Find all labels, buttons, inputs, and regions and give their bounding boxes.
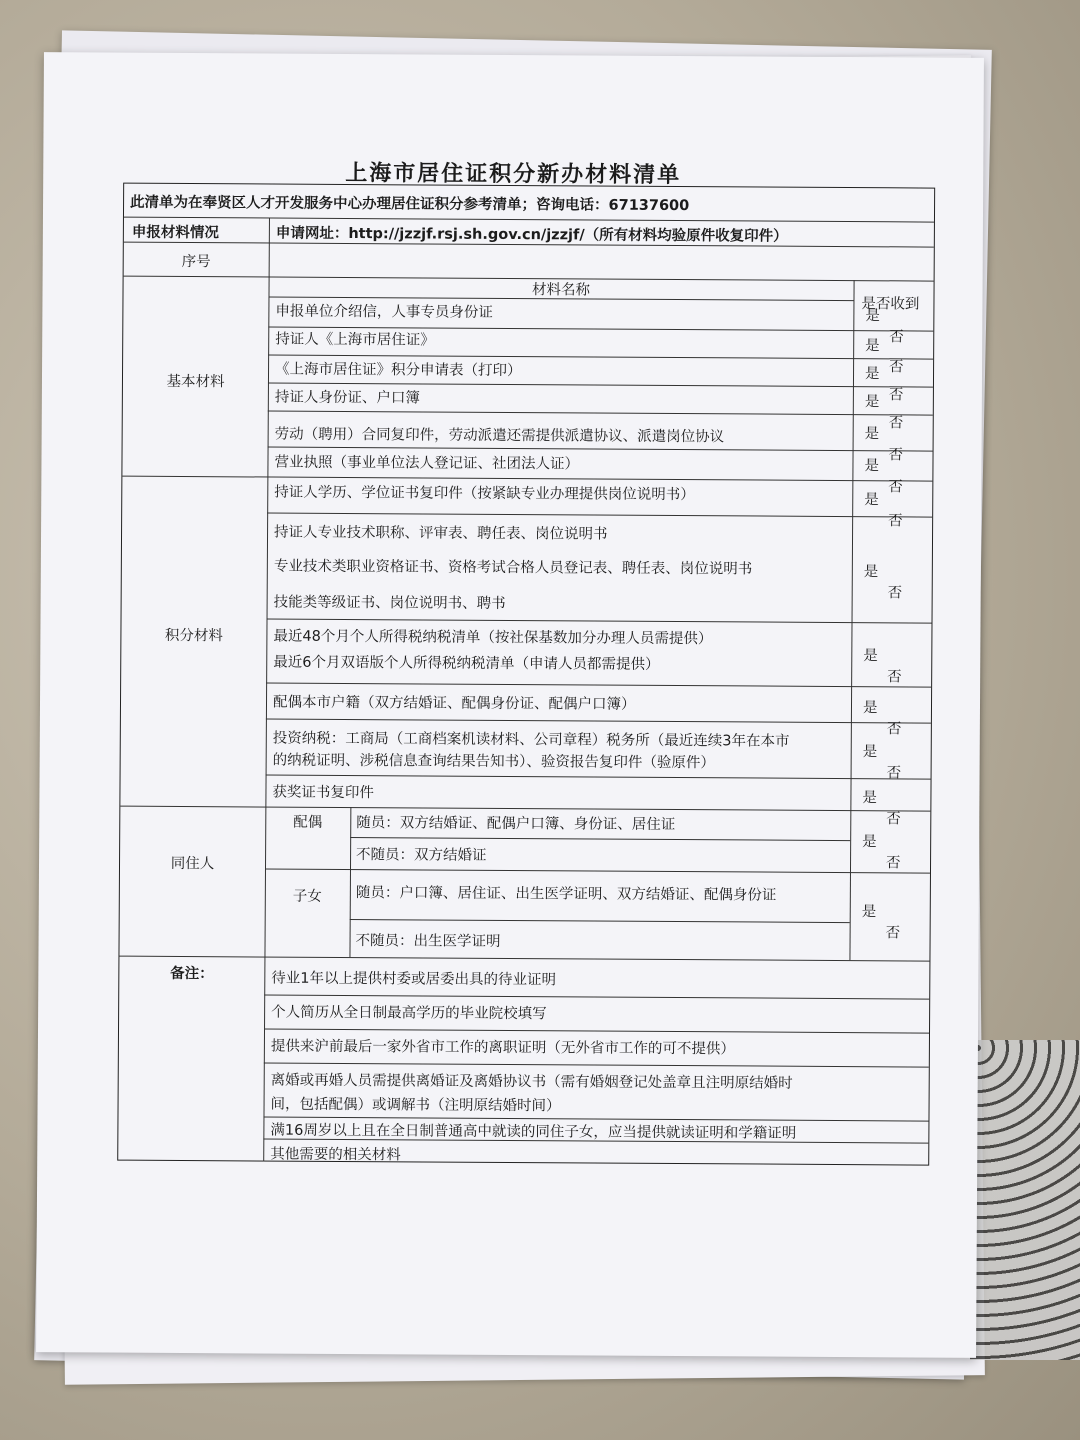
col-apply-header: 申报材料情况 <box>131 224 219 242</box>
cohab-item: 随员：双方结婚证、配偶户口簿、身份证、居住证 <box>356 815 676 834</box>
col-name-header: 材料名称 <box>531 282 591 299</box>
points-item: 持证人学历、学位证书复印件（按紧缺专业办理提供岗位说明书） <box>274 484 695 504</box>
col-received-header: 是否收到 <box>861 296 920 313</box>
remark-item: 满16周岁以上且在全日制普通高中就读的同住子女，应当提供就读证明和学籍证明 <box>270 1122 797 1142</box>
yes-no-mark: 是否 <box>865 308 904 346</box>
remark-item: 提供来沪前最后一家外省市工作的离职证明（无外省市工作的可不提供） <box>270 1038 735 1058</box>
materials-table <box>117 183 935 1166</box>
yes-no-mark: 是否 <box>864 458 903 496</box>
yes-no-mark: 是否 <box>864 394 904 432</box>
points-item: 配偶本市户籍（双方结婚证、配偶身份证、配偶户口簿） <box>272 694 636 713</box>
basic-item: 持证人《上海市居住证》 <box>275 331 435 349</box>
section-points: 积分材料 <box>164 627 223 645</box>
yes-no-mark: 是否 <box>862 700 902 738</box>
remark-item: 个人简历从全日制最高学历的毕业院校填写 <box>271 1004 547 1023</box>
document-title: 上海市居住证积分新办材料清单 <box>345 160 682 189</box>
points-item: 最近6个月双语版个人所得税纳税清单（申请人员都需提供） <box>273 654 660 673</box>
points-item: 专业技术类职业资格证书、资格考试合格人员登记表、聘任表、岗位说明书 <box>273 558 753 578</box>
document-sheet <box>36 52 984 1358</box>
yes-no-mark: 是否 <box>863 648 902 686</box>
apply-url: 申请网址：http://jzzjf.rsj.sh.gov.cn/jzzjf/（所有材料均验原件收复印件） <box>275 225 788 245</box>
metal-chair-mesh <box>970 1040 1080 1360</box>
section-spouse: 配偶 <box>293 814 323 831</box>
basic-item: 营业执照（事业单位法人登记证、社团法人证） <box>274 454 580 473</box>
points-item: 获奖证书复印件 <box>272 784 375 802</box>
section-remarks: 备注： <box>170 965 214 983</box>
basic-item: 《上海市居住证》积分申请表（打印） <box>274 361 522 380</box>
yes-no-mark: 是否 <box>864 492 903 530</box>
yes-no-mark: 是否 <box>864 426 904 464</box>
yes-no-mark: 是否 <box>864 366 904 404</box>
yes-no-mark: 是否 <box>863 564 903 602</box>
points-item: 投资纳税：工商局（工商档案机读材料、公司章程）税务所（最近连续3年在本市 <box>272 730 790 750</box>
yes-no-mark: 是否 <box>861 904 901 942</box>
remark-item: 其他需要的相关材料 <box>270 1146 401 1164</box>
col-no-header: 序号 <box>181 253 211 271</box>
cohab-item: 随员：户口簿、居住证、出生医学证明、双方结婚证、配偶身份证 <box>355 885 777 904</box>
section-child: 子女 <box>292 888 322 905</box>
remark-item: 间，包括配偶）或调解书（注明原结婚时间） <box>270 1096 561 1115</box>
yes-no-mark: 是否 <box>862 790 901 828</box>
points-item: 持证人专业技术职称、评审表、聘任表、岗位说明书 <box>274 524 608 543</box>
basic-item: 持证人身份证、户口簿 <box>274 389 420 407</box>
yes-no-mark: 是否 <box>865 338 904 376</box>
basic-item: 申报单位介绍信，人事专员身份证 <box>275 303 493 321</box>
section-cohabitant: 同住人 <box>170 855 215 873</box>
yes-no-mark: 是否 <box>862 834 901 872</box>
points-item: 技能类等级证书、岗位说明书、聘书 <box>273 594 506 612</box>
basic-item: 劳动（聘用）合同复印件，劳动派遣还需提供派遣协议、派遣岗位协议 <box>274 426 725 446</box>
points-item: 最近48个月个人所得税纳税清单（按社保基数加分办理人员需提供） <box>273 628 713 648</box>
cohab-item: 不随员：出生医学证明 <box>355 933 501 950</box>
cohab-item: 不随员：双方结婚证 <box>356 847 487 864</box>
points-item: 的纳税证明、涉税信息查询结果告知书）、验资报告复印件（验原件） <box>272 752 715 772</box>
section-basic: 基本材料 <box>166 373 225 391</box>
remark-item: 离婚或再婚人员需提供离婚证及离婚协议书（需有婚姻登记处盖章且注明原结婚时 <box>270 1072 793 1092</box>
yes-no-mark: 是否 <box>862 744 902 782</box>
remark-item: 待业1年以上提供村委或居委出具的待业证明 <box>271 970 557 989</box>
header-note: 此清单为在奉贤区人才开发服务中心办理居住证积分参考清单；咨询电话：67137600 <box>130 194 690 215</box>
